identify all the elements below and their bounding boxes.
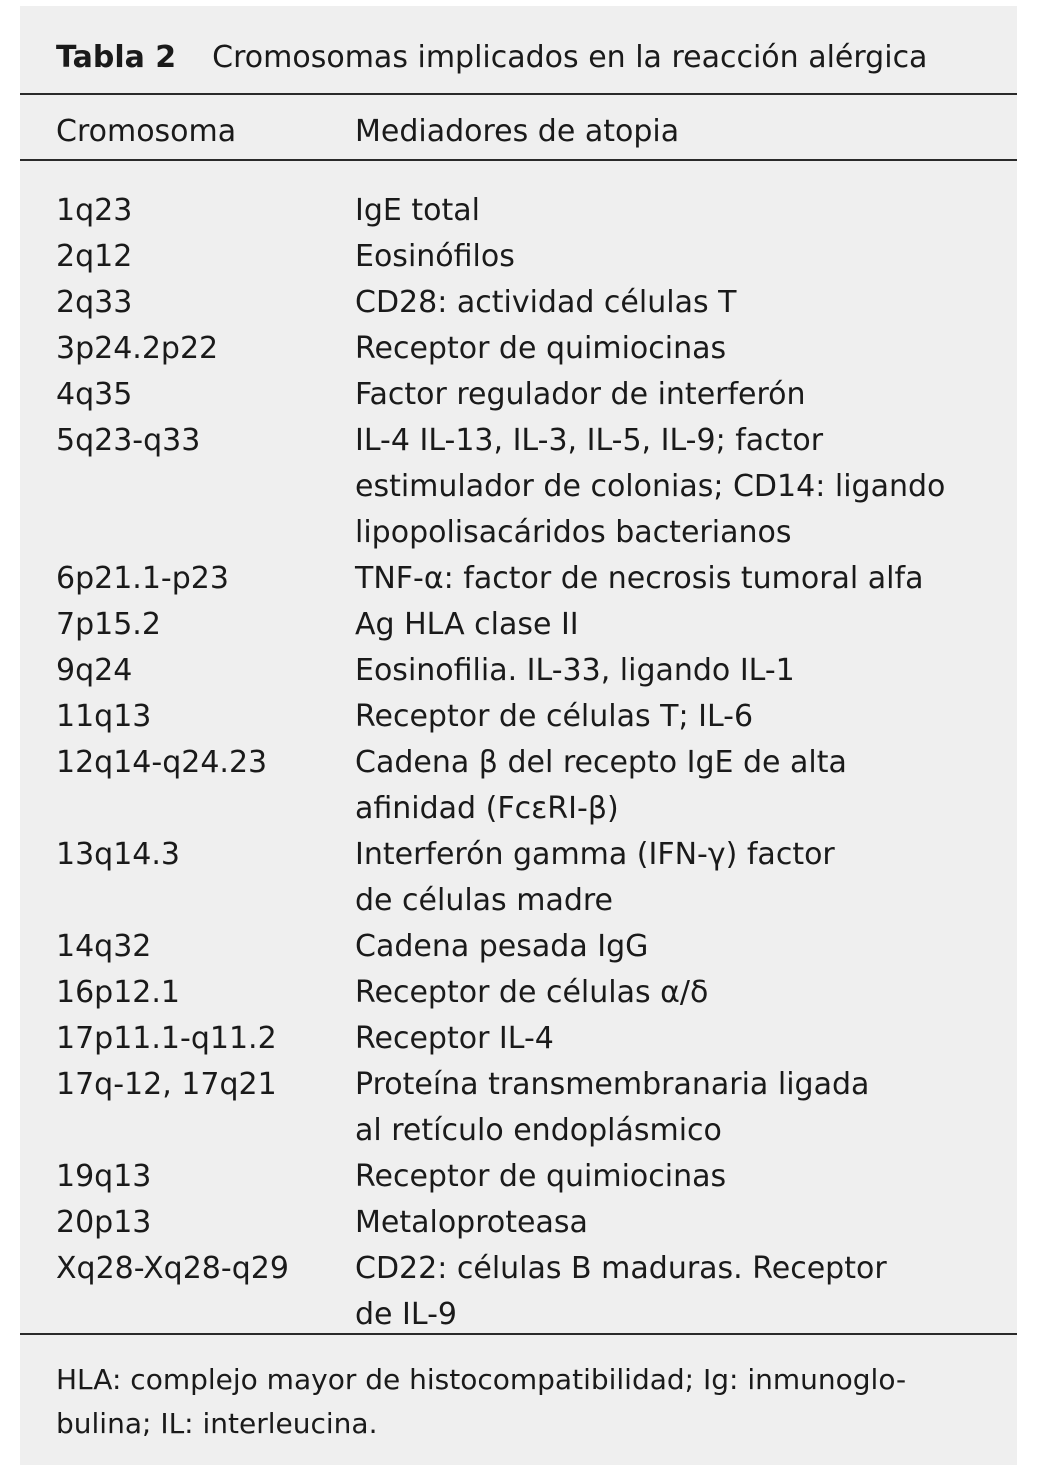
cell-mediator [355, 1200, 1005, 1246]
mediator-line: al retículo endoplásmico [355, 1113, 722, 1148]
mediator-line: CD22: células B maduras. Receptor [355, 1251, 887, 1286]
cell-chromosome: 16p12.1 [56, 975, 181, 1010]
cell-chromosome: 11q13 [56, 699, 152, 734]
table-row [20, 694, 1017, 740]
cell-chromosome: 2q12 [56, 239, 133, 274]
cell-mediator [355, 418, 1005, 556]
cell-mediator [355, 924, 1005, 970]
cell-mediator [355, 234, 1005, 280]
mediator-line: Factor regulador de interferón [355, 377, 806, 412]
cell-chromosome: 12q14-q24.23 [56, 745, 268, 780]
cell-mediator [355, 372, 1005, 418]
mediator-line: Proteína transmembranaria ligada [355, 1067, 870, 1102]
table-row [20, 832, 1017, 924]
header-rule [20, 159, 1017, 161]
mediator-line: lipopolisacáridos bacterianos [355, 515, 792, 550]
cell-chromosome: 3p24.2p22 [56, 331, 219, 366]
cell-chromosome: 20p13 [56, 1205, 152, 1240]
cell-chromosome: 17q-12, 17q21 [56, 1067, 277, 1102]
table-row [20, 326, 1017, 372]
table-row [20, 1246, 1017, 1338]
mediator-line: CD28: actividad células T [355, 285, 737, 320]
cell-mediator [355, 602, 1005, 648]
table-row [20, 280, 1017, 326]
table-label: Tabla 2 [56, 40, 177, 75]
cell-mediator [355, 832, 1005, 924]
mediator-line: Interferón gamma (IFN-γ) factor [355, 837, 835, 872]
cell-chromosome: 17p11.1-q11.2 [56, 1021, 277, 1056]
cell-chromosome: 9q24 [56, 653, 133, 688]
table-row [20, 924, 1017, 970]
cell-chromosome: Xq28-Xq28-q29 [56, 1251, 289, 1286]
mediator-line: Receptor de células α/δ [355, 975, 709, 1010]
cell-mediator [355, 1246, 1005, 1338]
mediator-line: Cadena pesada IgG [355, 929, 649, 964]
cell-chromosome: 7p15.2 [56, 607, 161, 642]
table-row [20, 556, 1017, 602]
table-row [20, 740, 1017, 832]
cell-mediator [355, 740, 1005, 832]
mediator-line: Eosinofilia. IL-33, ligando IL-1 [355, 653, 795, 688]
top-rule [20, 93, 1017, 95]
table-row [20, 1154, 1017, 1200]
table-caption [56, 36, 927, 80]
mediator-line: afinidad (FcεRI-β) [355, 791, 619, 826]
cell-chromosome: 5q23-q33 [56, 423, 201, 458]
cell-mediator [355, 326, 1005, 372]
mediator-line: de células madre [355, 883, 614, 918]
footnote-line: bulina; IL: interleucina. [56, 1407, 378, 1440]
cell-mediator [355, 556, 1005, 602]
cell-mediator [355, 1016, 1005, 1062]
mediator-line: Ag HLA clase II [355, 607, 579, 642]
mediator-line: Eosinófilos [355, 239, 515, 274]
mediator-line: Cadena β del recepto IgE de alta [355, 745, 847, 780]
table-row [20, 418, 1017, 556]
cell-mediator [355, 188, 1005, 234]
table-footnote [56, 1358, 986, 1446]
table-row [20, 1016, 1017, 1062]
column-header-chromosome: Cromosoma [56, 114, 237, 149]
cell-mediator [355, 694, 1005, 740]
table-row [20, 970, 1017, 1016]
column-header-mediators: Mediadores de atopia [355, 114, 680, 149]
bottom-rule [20, 1333, 1017, 1335]
mediator-line: Metaloproteasa [355, 1205, 588, 1240]
cell-chromosome: 19q13 [56, 1159, 152, 1194]
table-body [20, 188, 1017, 1338]
mediator-line: Receptor IL-4 [355, 1021, 554, 1056]
mediator-line: Receptor de células T; IL-6 [355, 699, 754, 734]
table-row [20, 188, 1017, 234]
cell-chromosome: 13q14.3 [56, 837, 181, 872]
mediator-line: Receptor de quimiocinas [355, 1159, 727, 1194]
mediator-line: de IL-9 [355, 1297, 457, 1332]
cell-mediator [355, 1062, 1005, 1154]
table-row [20, 1062, 1017, 1154]
cell-chromosome: 14q32 [56, 929, 152, 964]
table-row [20, 1200, 1017, 1246]
mediator-line: Receptor de quimiocinas [355, 331, 727, 366]
table-row [20, 648, 1017, 694]
table-title: Cromosomas implicados en la reacción alérgica [212, 40, 928, 75]
table-row [20, 602, 1017, 648]
footnote-line: HLA: complejo mayor de histocompatibilidad; Ig: inmunoglo- [56, 1363, 907, 1396]
mediator-line: IgE total [355, 193, 480, 228]
cell-mediator [355, 970, 1005, 1016]
cell-chromosome: 6p21.1-p23 [56, 561, 229, 596]
cell-mediator [355, 280, 1005, 326]
cell-mediator [355, 1154, 1005, 1200]
mediator-line: estimulador de colonias; CD14: ligando [355, 469, 946, 504]
table-row [20, 372, 1017, 418]
table-row [20, 234, 1017, 280]
cell-chromosome: 4q35 [56, 377, 133, 412]
cell-chromosome: 2q33 [56, 285, 133, 320]
cell-mediator [355, 648, 1005, 694]
table-container [20, 6, 1017, 1465]
mediator-line: IL-4 IL-13, IL-3, IL-5, IL-9; factor [355, 423, 824, 458]
cell-chromosome: 1q23 [56, 193, 133, 228]
mediator-line: TNF-α: factor de necrosis tumoral alfa [355, 561, 924, 596]
